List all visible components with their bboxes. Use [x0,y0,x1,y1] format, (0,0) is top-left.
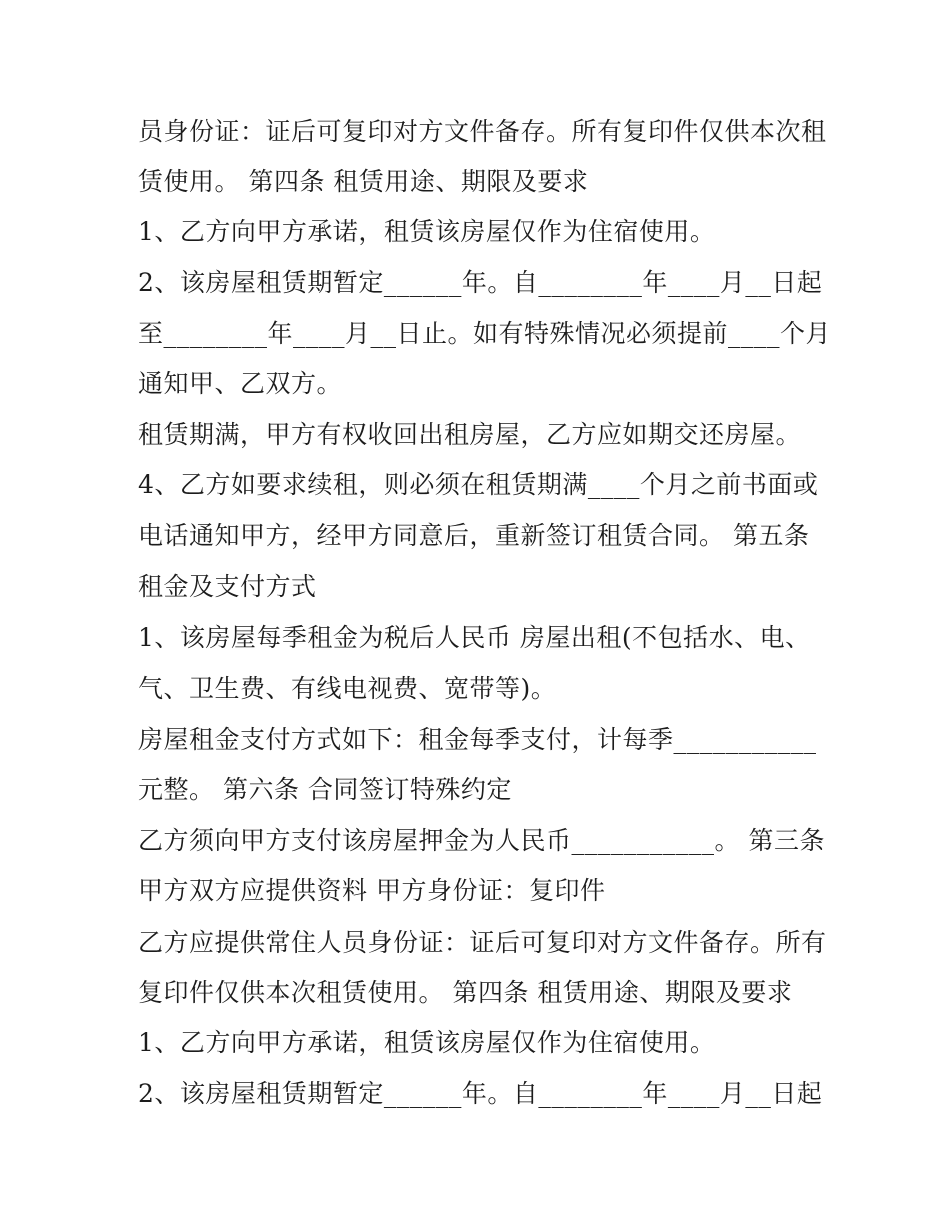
text-line: 租金及支付方式 [138,572,317,601]
text-line: 甲方双方应提供资料 甲方身份证：复印件 [138,876,606,905]
text-line: 1、乙方向甲方承诺，租赁该房屋仅作为住宿使用。 [138,217,716,246]
text-line: 通知甲、乙双方。 [138,369,343,398]
text-line: 2、该房屋租赁期暂定______年。自________年____月__日起 [138,268,823,297]
text-line: 元整。 第六条 合同签订特殊约定 [138,775,512,804]
text-line: 乙方须向甲方支付该房屋押金为人民币___________。 第三条 [138,826,825,855]
text-line: 电话通知甲方，经甲方同意后，重新签订租赁合同。 第五条 [138,521,810,550]
text-line: 1、该房屋每季租金为税后人民币 房屋出租(不包括水、电、 [138,623,811,652]
text-line: 2、该房屋租赁期暂定______年。自________年____月__日起 [138,1079,823,1108]
text-line: 租赁期满，甲方有权收回出租房屋，乙方应如期交还房屋。 [138,420,802,449]
text-line: 赁使用。 第四条 租赁用途、期限及要求 [138,167,589,196]
text-line: 4、乙方如要求续租，则必须在租赁期满____个月之前书面或 [138,470,819,499]
text-line: 气、卫生费、有线电视费、宽带等)。 [138,674,557,703]
text-line: 1、乙方向甲方承诺，租赁该房屋仅作为住宿使用。 [138,1028,716,1057]
text-line: 复印件仅供本次租赁使用。 第四条 租赁用途、期限及要求 [138,978,793,1007]
text-line: 房屋租金支付方式如下：租金每季支付，计每季___________ [138,725,817,754]
text-line: 至________年____月__日止。如有特殊情况必须提前____个月 [138,319,832,348]
text-line: 员身份证：证后可复印对方文件备存。所有复印件仅供本次租 [138,117,827,146]
text-line: 乙方应提供常住人员身份证：证后可复印对方文件备存。所有 [138,928,827,957]
